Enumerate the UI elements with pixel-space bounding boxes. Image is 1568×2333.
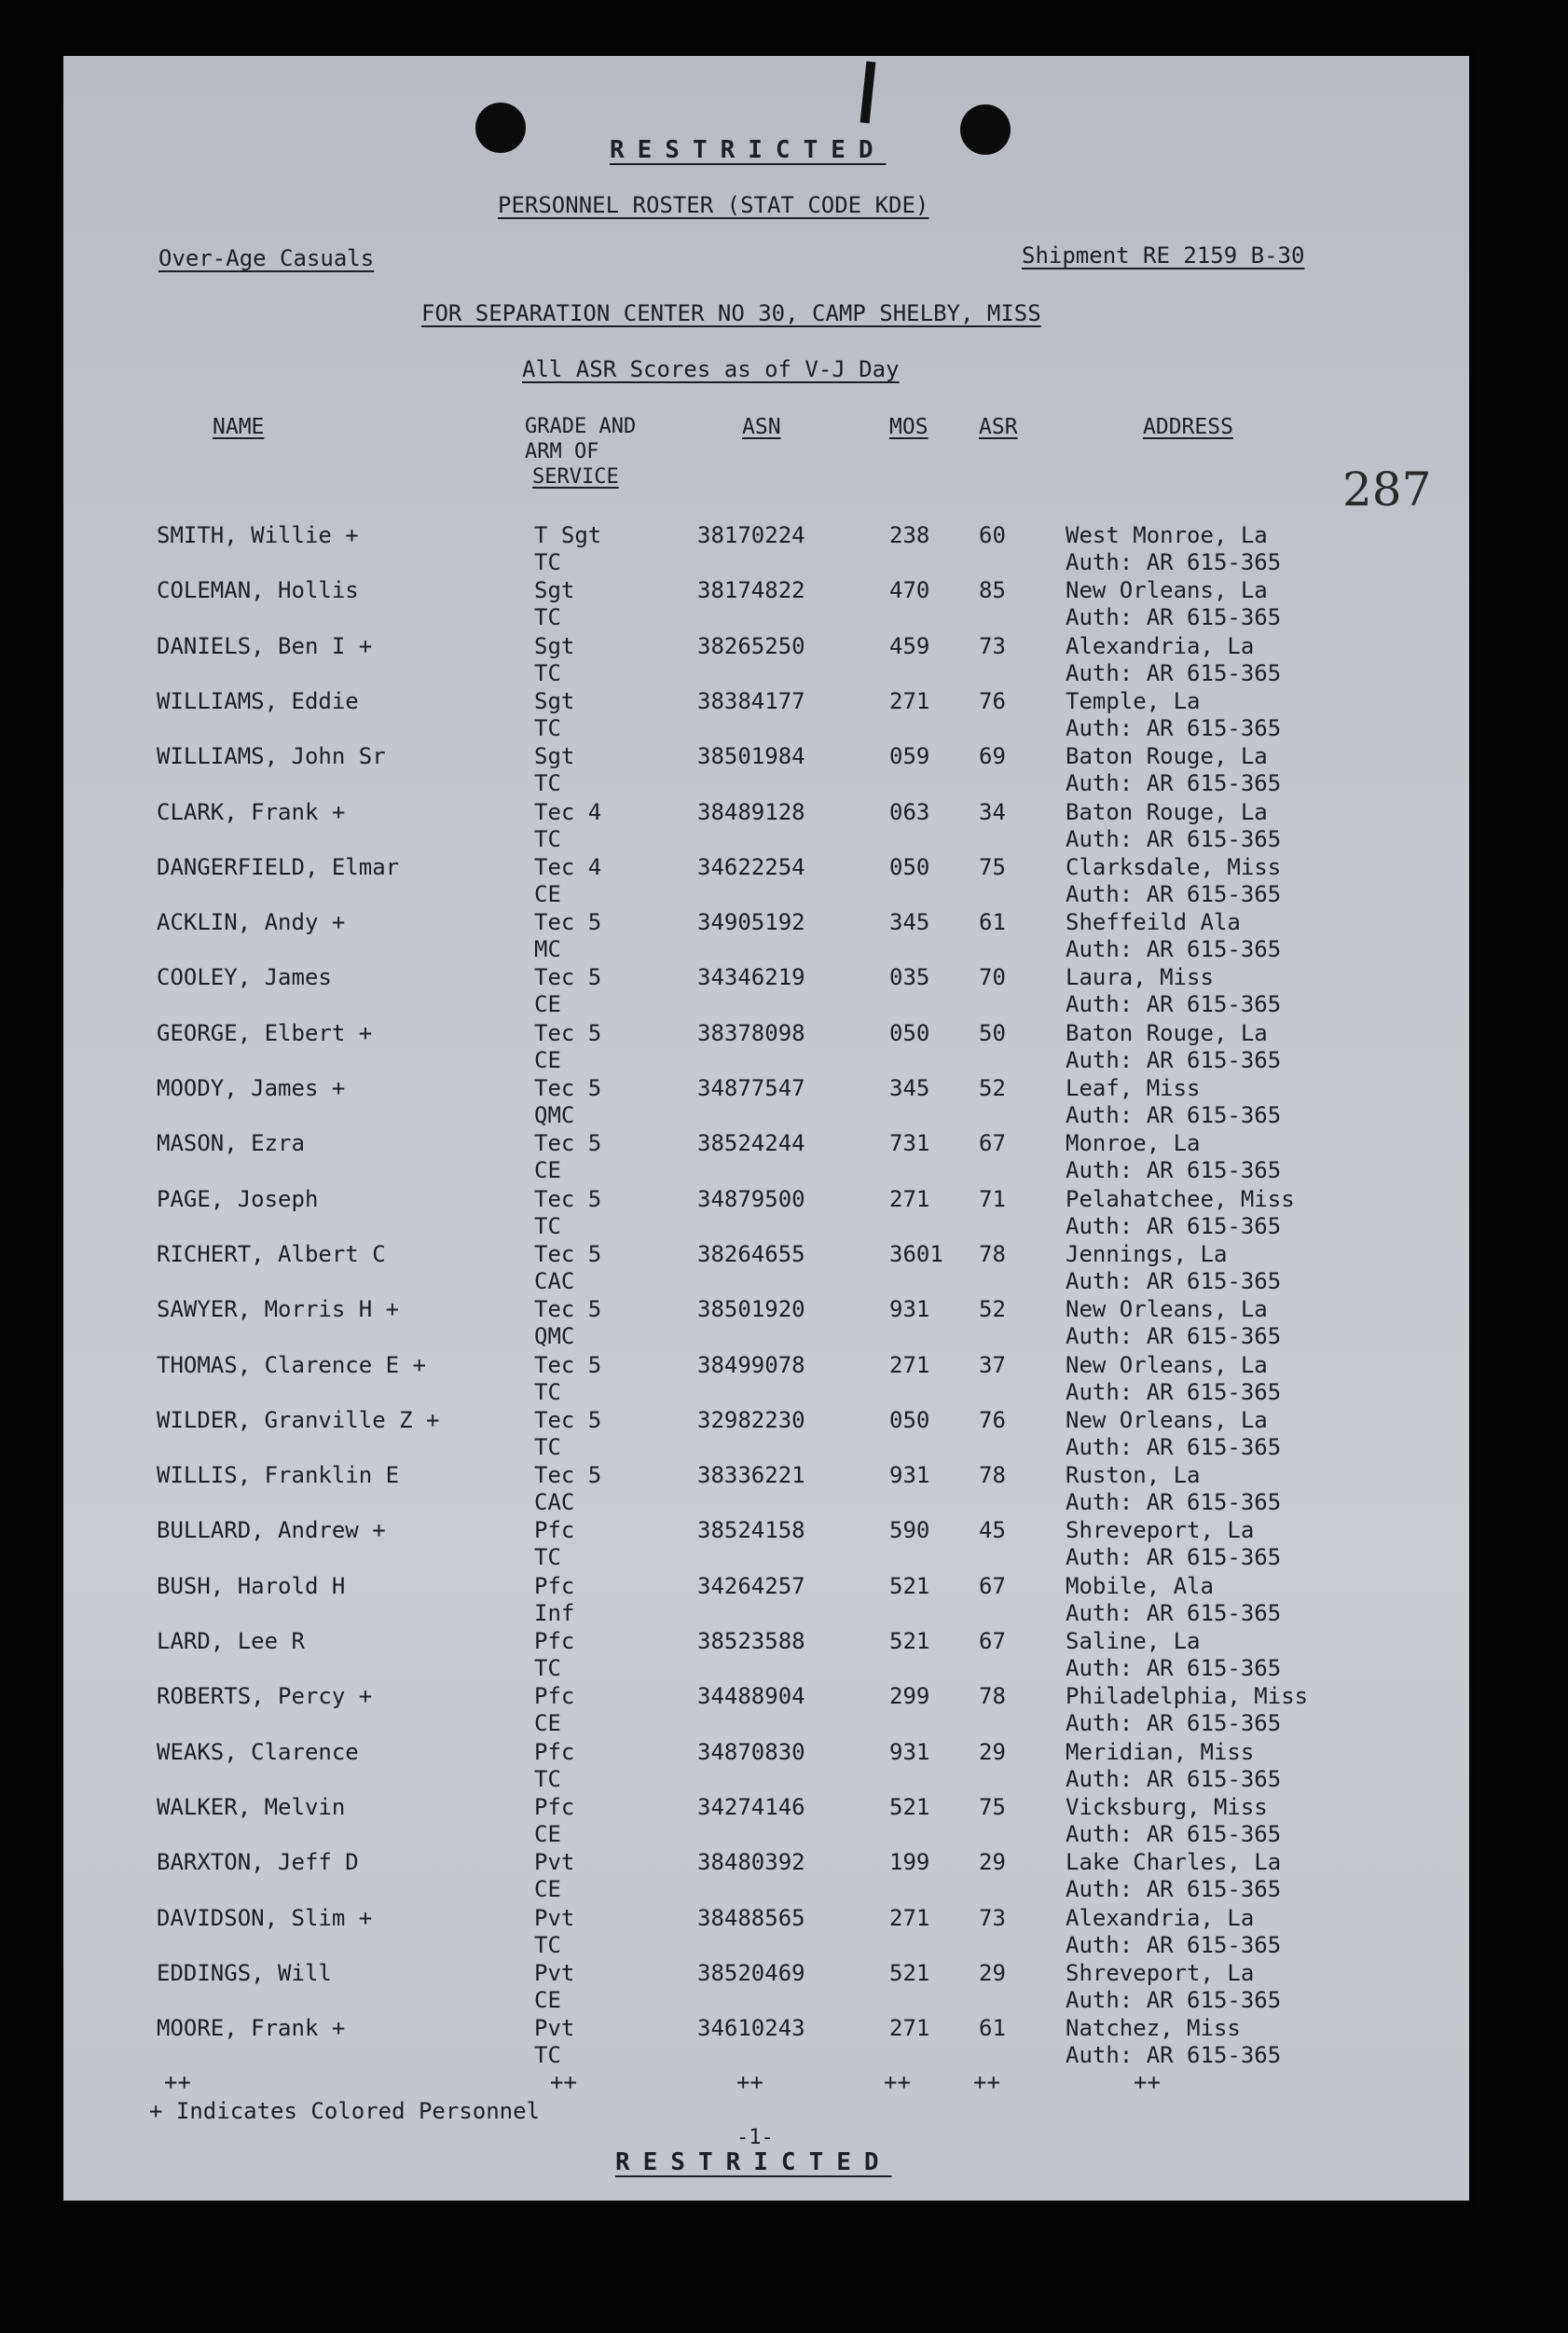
end-mark: ++ — [736, 2069, 763, 2095]
person-name: WILLIAMS, Eddie — [157, 687, 359, 714]
asr-score: 67 — [979, 1130, 1006, 1157]
grade: Tec 4 — [534, 853, 602, 880]
grade: Sgt — [534, 687, 575, 714]
home-address: Vicksburg, Miss — [1066, 1793, 1268, 1820]
destination-line: FOR SEPARATION CENTER NO 30, CAMP SHELBY, MISS — [421, 300, 1041, 326]
army-serial-number: 38488565 — [697, 1904, 805, 1931]
person-name: MOODY, James + — [157, 1075, 346, 1101]
arm-of-service: CE — [534, 1710, 561, 1737]
person-name: WILLIAMS, John Sr — [157, 743, 386, 770]
army-serial-number: 34274146 — [697, 1793, 805, 1820]
grade: Pfc — [534, 1517, 575, 1544]
asr-score: 61 — [979, 2015, 1006, 2042]
asr-score: 78 — [979, 1240, 1006, 1267]
mos-code: 521 — [889, 1628, 930, 1654]
army-serial-number: 38378098 — [697, 1019, 805, 1046]
mos-code: 731 — [889, 1130, 930, 1157]
arm-of-service: CE — [534, 880, 561, 907]
arm-of-service: CAC — [534, 1267, 575, 1294]
asr-score: 75 — [979, 853, 1006, 880]
person-name: RICHERT, Albert C — [157, 1240, 386, 1267]
mos-code: 931 — [889, 1738, 930, 1765]
mos-code: 590 — [889, 1517, 930, 1544]
authority-reference: Auth: AR 615-365 — [1066, 604, 1282, 631]
army-serial-number: 38170224 — [697, 522, 805, 548]
table-row — [63, 1905, 1469, 1960]
arm-of-service: TC — [534, 714, 561, 741]
authority-reference: Auth: AR 615-365 — [1066, 880, 1282, 907]
asr-score: 69 — [979, 743, 1006, 770]
authority-reference: Auth: AR 615-365 — [1066, 1876, 1282, 1903]
grade-header-line-1: GRADE AND — [525, 415, 637, 438]
home-address: Mobile, Ala — [1066, 1572, 1214, 1599]
grade: Pfc — [534, 1683, 575, 1710]
grade: Tec 5 — [534, 1240, 602, 1267]
mos-code: 345 — [889, 909, 930, 936]
army-serial-number: 38264655 — [697, 1240, 805, 1267]
table-row — [63, 1739, 1469, 1794]
grade: Tec 5 — [534, 1351, 602, 1378]
home-address: West Monroe, La — [1066, 522, 1268, 548]
arm-of-service: TC — [534, 604, 561, 631]
table-row — [63, 1241, 1469, 1296]
authority-reference: Auth: AR 615-365 — [1066, 1489, 1282, 1516]
arm-of-service: TC — [534, 770, 561, 797]
home-address: Monroe, La — [1066, 1130, 1201, 1157]
arm-of-service: TC — [534, 1378, 561, 1405]
home-address: Meridian, Miss — [1066, 1738, 1255, 1765]
mos-code: 199 — [889, 1849, 930, 1876]
home-address: Baton Rouge, La — [1066, 1019, 1268, 1046]
home-address: Ruston, La — [1066, 1462, 1201, 1489]
home-address: Baton Rouge, La — [1066, 798, 1268, 825]
group-label: Over-Age Casuals — [158, 245, 375, 271]
footer-legend: + Indicates Colored Personnel — [149, 2098, 541, 2124]
authority-reference: Auth: AR 615-365 — [1066, 936, 1282, 963]
grade: Sgt — [534, 743, 575, 770]
army-serial-number: 34346219 — [697, 964, 805, 991]
table-row — [63, 1573, 1469, 1628]
authority-reference: Auth: AR 615-365 — [1066, 770, 1282, 797]
asr-score: 29 — [979, 1738, 1006, 1765]
mos-code: 459 — [889, 632, 930, 659]
mos-code: 050 — [889, 853, 930, 880]
army-serial-number: 38524244 — [697, 1130, 805, 1157]
grade: Tec 5 — [534, 1462, 602, 1489]
grade: Pfc — [534, 1793, 575, 1820]
arm-of-service: TC — [534, 1931, 561, 1958]
mos-code: 521 — [889, 1959, 930, 1986]
grade: Tec 5 — [534, 909, 602, 936]
end-mark: ++ — [973, 2069, 1000, 2095]
authority-reference: Auth: AR 615-365 — [1066, 1931, 1282, 1958]
arm-of-service: CE — [534, 1876, 561, 1903]
arm-of-service: TC — [534, 1655, 561, 1681]
grade: Tec 5 — [534, 1406, 602, 1433]
arm-of-service: QMC — [534, 1323, 575, 1350]
mos-code: 299 — [889, 1683, 930, 1710]
person-name: COOLEY, James — [157, 964, 332, 991]
table-row — [63, 1075, 1469, 1130]
asr-score: 29 — [979, 1849, 1006, 1876]
authority-reference: Auth: AR 615-365 — [1066, 1710, 1282, 1737]
end-mark: ++ — [164, 2069, 191, 2095]
end-mark: ++ — [1134, 2069, 1161, 2095]
army-serial-number: 34877547 — [697, 1075, 805, 1101]
asr-score: 75 — [979, 1793, 1006, 1820]
table-row — [63, 522, 1469, 577]
asr-score: 52 — [979, 1296, 1006, 1323]
grade: Tec 5 — [534, 1075, 602, 1101]
grade: Pvt — [534, 1849, 575, 1876]
authority-reference: Auth: AR 615-365 — [1066, 1820, 1282, 1847]
authority-reference: Auth: AR 615-365 — [1066, 1655, 1282, 1681]
army-serial-number: 34870830 — [697, 1738, 805, 1765]
table-row — [63, 799, 1469, 854]
army-serial-number: 38523588 — [697, 1628, 805, 1654]
mos-code: 050 — [889, 1406, 930, 1433]
army-serial-number: 34622254 — [697, 853, 805, 880]
person-name: MASON, Ezra — [157, 1130, 305, 1157]
footer-page-number: -1- — [736, 2126, 774, 2149]
table-row — [63, 633, 1469, 688]
person-name: SAWYER, Morris H + — [157, 1296, 400, 1323]
grade-header-line-3: SERVICE — [532, 465, 619, 489]
mos-code: 345 — [889, 1075, 930, 1101]
person-name: BUSH, Harold H — [157, 1572, 346, 1599]
arm-of-service: MC — [534, 936, 561, 963]
mos-code: 931 — [889, 1462, 930, 1489]
table-row — [63, 1296, 1469, 1351]
army-serial-number: 34488904 — [697, 1683, 805, 1710]
person-name: WALKER, Melvin — [157, 1793, 346, 1820]
person-name: WEAKS, Clarence — [157, 1738, 359, 1765]
person-name: CLARK, Frank + — [157, 798, 346, 825]
shipment-number: Shipment RE 2159 B-30 — [1022, 242, 1305, 269]
column-header-address: ADDRESS — [1143, 415, 1233, 439]
arm-of-service: CE — [534, 1820, 561, 1847]
authority-reference: Auth: AR 615-365 — [1066, 1102, 1282, 1128]
arm-of-service: TC — [534, 1765, 561, 1792]
table-row — [63, 964, 1469, 1019]
person-name: THOMAS, Clarence E + — [157, 1351, 426, 1378]
asr-score: 50 — [979, 1019, 1006, 1046]
army-serial-number: 38265250 — [697, 632, 805, 659]
grade: Tec 5 — [534, 1296, 602, 1323]
asr-score: 61 — [979, 909, 1006, 936]
mos-code: 271 — [889, 1351, 930, 1378]
army-serial-number: 38501920 — [697, 1296, 805, 1323]
mos-code: 271 — [889, 1904, 930, 1931]
home-address: Shreveport, La — [1066, 1959, 1255, 1986]
column-header-grade — [525, 414, 636, 490]
army-serial-number: 38524158 — [697, 1517, 805, 1544]
army-serial-number: 38174822 — [697, 577, 805, 604]
grade: Pvt — [534, 1904, 575, 1931]
asr-score: 52 — [979, 1075, 1006, 1101]
army-serial-number: 38520469 — [697, 1959, 805, 1986]
table-row — [63, 577, 1469, 632]
arm-of-service: CE — [534, 1157, 561, 1184]
arm-of-service: TC — [534, 659, 561, 686]
asr-score: 73 — [979, 632, 1006, 659]
home-address: New Orleans, La — [1066, 1406, 1268, 1433]
grade: Tec 4 — [534, 798, 602, 825]
authority-reference: Auth: AR 615-365 — [1066, 1267, 1282, 1294]
arm-of-service: QMC — [534, 1102, 575, 1128]
authority-reference: Auth: AR 615-365 — [1066, 1599, 1282, 1626]
grade: Sgt — [534, 632, 575, 659]
arm-of-service: TC — [534, 1544, 561, 1571]
army-serial-number: 38336221 — [697, 1462, 805, 1489]
staple-mark — [860, 62, 876, 124]
mos-code: 271 — [889, 1185, 930, 1212]
authority-reference: Auth: AR 615-365 — [1066, 1986, 1282, 2013]
person-name: BARXTON, Jeff D — [157, 1849, 359, 1876]
home-address: New Orleans, La — [1066, 1296, 1268, 1323]
home-address: Philadelphia, Miss — [1066, 1683, 1309, 1710]
home-address: Jennings, La — [1066, 1240, 1228, 1267]
punch-hole-right — [960, 104, 1011, 155]
asr-score: 29 — [979, 1959, 1006, 1986]
column-header-name: NAME — [213, 415, 265, 439]
person-name: WILLIS, Franklin E — [157, 1462, 400, 1489]
mos-code: 3601 — [889, 1240, 943, 1267]
arm-of-service: CE — [534, 1986, 561, 2013]
authority-reference: Auth: AR 615-365 — [1066, 659, 1282, 686]
asr-score: 71 — [979, 1185, 1006, 1212]
authority-reference: Auth: AR 615-365 — [1066, 1765, 1282, 1792]
grade: Tec 5 — [534, 964, 602, 991]
home-address: Laura, Miss — [1066, 964, 1214, 991]
home-address: Saline, La — [1066, 1628, 1201, 1654]
mos-code: 063 — [889, 798, 930, 825]
asr-score: 60 — [979, 522, 1006, 548]
table-row — [63, 1517, 1469, 1572]
arm-of-service: TC — [534, 549, 561, 575]
column-header-asn: ASN — [742, 415, 781, 439]
grade: Pfc — [534, 1572, 575, 1599]
grade: Tec 5 — [534, 1130, 602, 1157]
mos-code: 050 — [889, 1019, 930, 1046]
restricted-footer: RESTRICTED — [615, 2148, 892, 2176]
asr-score: 73 — [979, 1904, 1006, 1931]
grade: Pfc — [534, 1628, 575, 1654]
person-name: BULLARD, Andrew + — [157, 1517, 386, 1544]
asr-score: 76 — [979, 687, 1006, 714]
army-serial-number: 38384177 — [697, 687, 805, 714]
authority-reference: Auth: AR 615-365 — [1066, 1544, 1282, 1571]
authority-reference: Auth: AR 615-365 — [1066, 1378, 1282, 1405]
grade: Pvt — [534, 1959, 575, 1986]
army-serial-number: 32982230 — [697, 1406, 805, 1433]
home-address: Sheffeild Ala — [1066, 909, 1241, 936]
table-row — [63, 1462, 1469, 1517]
person-name: LARD, Lee R — [157, 1628, 305, 1654]
asr-score: 34 — [979, 798, 1006, 825]
roster-page — [63, 56, 1469, 2201]
end-mark: ++ — [884, 2069, 911, 2095]
table-row — [63, 1960, 1469, 2015]
person-name: EDDINGS, Will — [157, 1959, 332, 1986]
punch-hole-left — [475, 103, 526, 153]
person-name: ACKLIN, Andy + — [157, 909, 346, 936]
home-address: Temple, La — [1066, 687, 1201, 714]
home-address: Leaf, Miss — [1066, 1075, 1201, 1101]
restricted-header: RESTRICTED — [610, 136, 887, 164]
table-row — [63, 1683, 1469, 1738]
asr-score: 85 — [979, 577, 1006, 604]
army-serial-number: 34264257 — [697, 1572, 805, 1599]
army-serial-number: 38499078 — [697, 1351, 805, 1378]
authority-reference: Auth: AR 615-365 — [1066, 1212, 1282, 1239]
arm-of-service: CE — [534, 991, 561, 1018]
home-address: Alexandria, La — [1066, 1904, 1255, 1931]
arm-of-service: CAC — [534, 1489, 575, 1516]
arm-of-service: TC — [534, 1212, 561, 1239]
roster-title: PERSONNEL ROSTER (STAT CODE KDE) — [498, 192, 929, 218]
asr-score: 76 — [979, 1406, 1006, 1433]
table-row — [63, 743, 1469, 798]
asr-note: All ASR Scores as of V-J Day — [522, 356, 900, 382]
army-serial-number: 34905192 — [697, 909, 805, 936]
person-name: WILDER, Granville Z + — [157, 1406, 440, 1433]
person-name: GEORGE, Elbert + — [157, 1019, 373, 1046]
army-serial-number: 34879500 — [697, 1185, 805, 1212]
table-row — [63, 688, 1469, 743]
table-row — [63, 1849, 1469, 1904]
authority-reference: Auth: AR 615-365 — [1066, 549, 1282, 575]
grade: Sgt — [534, 577, 575, 604]
arm-of-service: TC — [534, 1433, 561, 1460]
person-name: ROBERTS, Percy + — [157, 1683, 373, 1710]
mos-code: 271 — [889, 2015, 930, 2042]
person-name: MOORE, Frank + — [157, 2015, 346, 2042]
authority-reference: Auth: AR 615-365 — [1066, 1433, 1282, 1460]
asr-score: 67 — [979, 1572, 1006, 1599]
authority-reference: Auth: AR 615-365 — [1066, 991, 1282, 1018]
table-row — [63, 2015, 1469, 2070]
home-address: Lake Charles, La — [1066, 1849, 1282, 1876]
column-header-asr: ASR — [979, 415, 1018, 439]
authority-reference: Auth: AR 615-365 — [1066, 714, 1282, 741]
person-name: DANIELS, Ben I + — [157, 632, 373, 659]
asr-score: 78 — [979, 1683, 1006, 1710]
asr-score: 78 — [979, 1462, 1006, 1489]
home-address: Baton Rouge, La — [1066, 743, 1268, 770]
mos-code: 035 — [889, 964, 930, 991]
mos-code: 521 — [889, 1572, 930, 1599]
mos-code: 521 — [889, 1793, 930, 1820]
grade: Tec 5 — [534, 1185, 602, 1212]
asr-score: 45 — [979, 1517, 1006, 1544]
home-address: Shreveport, La — [1066, 1517, 1255, 1544]
column-header-mos: MOS — [889, 415, 928, 439]
mos-code: 059 — [889, 743, 930, 770]
arm-of-service: CE — [534, 1046, 561, 1073]
home-address: New Orleans, La — [1066, 577, 1268, 604]
authority-reference: Auth: AR 615-365 — [1066, 1157, 1282, 1184]
table-row — [63, 1130, 1469, 1185]
grade: Tec 5 — [534, 1019, 602, 1046]
mos-code: 238 — [889, 522, 930, 548]
table-row — [63, 1352, 1469, 1407]
table-row — [63, 1407, 1469, 1462]
end-mark: ++ — [550, 2069, 577, 2095]
authority-reference: Auth: AR 615-365 — [1066, 2042, 1282, 2069]
army-serial-number: 38501984 — [697, 743, 805, 770]
authority-reference: Auth: AR 615-365 — [1066, 1046, 1282, 1073]
person-name: DAVIDSON, Slim + — [157, 1904, 373, 1931]
home-address: Alexandria, La — [1066, 632, 1255, 659]
home-address: Clarksdale, Miss — [1066, 853, 1282, 880]
page-number-stamp: 287 — [1342, 462, 1432, 517]
table-row — [63, 854, 1469, 909]
arm-of-service: Inf — [534, 1599, 575, 1626]
person-name: PAGE, Joseph — [157, 1185, 319, 1212]
grade: T Sgt — [534, 522, 602, 548]
army-serial-number: 38480392 — [697, 1849, 805, 1876]
grade: Pfc — [534, 1738, 575, 1765]
table-row — [63, 1186, 1469, 1241]
home-address: New Orleans, La — [1066, 1351, 1268, 1378]
authority-reference: Auth: AR 615-365 — [1066, 1323, 1282, 1350]
army-serial-number: 38489128 — [697, 798, 805, 825]
table-row — [63, 1628, 1469, 1683]
table-row — [63, 1794, 1469, 1849]
arm-of-service: TC — [534, 825, 561, 852]
person-name: DANGERFIELD, Elmar — [157, 853, 400, 880]
home-address: Natchez, Miss — [1066, 2015, 1241, 2042]
person-name: COLEMAN, Hollis — [157, 577, 359, 604]
table-row — [63, 909, 1469, 964]
authority-reference: Auth: AR 615-365 — [1066, 825, 1282, 852]
asr-score: 70 — [979, 964, 1006, 991]
arm-of-service: TC — [534, 2042, 561, 2069]
asr-score: 67 — [979, 1628, 1006, 1654]
home-address: Pelahatchee, Miss — [1066, 1185, 1295, 1212]
mos-code: 470 — [889, 577, 930, 604]
army-serial-number: 34610243 — [697, 2015, 805, 2042]
grade: Pvt — [534, 2015, 575, 2042]
mos-code: 931 — [889, 1296, 930, 1323]
grade-header-line-2: ARM OF — [525, 440, 599, 463]
mos-code: 271 — [889, 687, 930, 714]
person-name: SMITH, Willie + — [157, 522, 359, 548]
table-row — [63, 1020, 1469, 1075]
asr-score: 37 — [979, 1351, 1006, 1378]
